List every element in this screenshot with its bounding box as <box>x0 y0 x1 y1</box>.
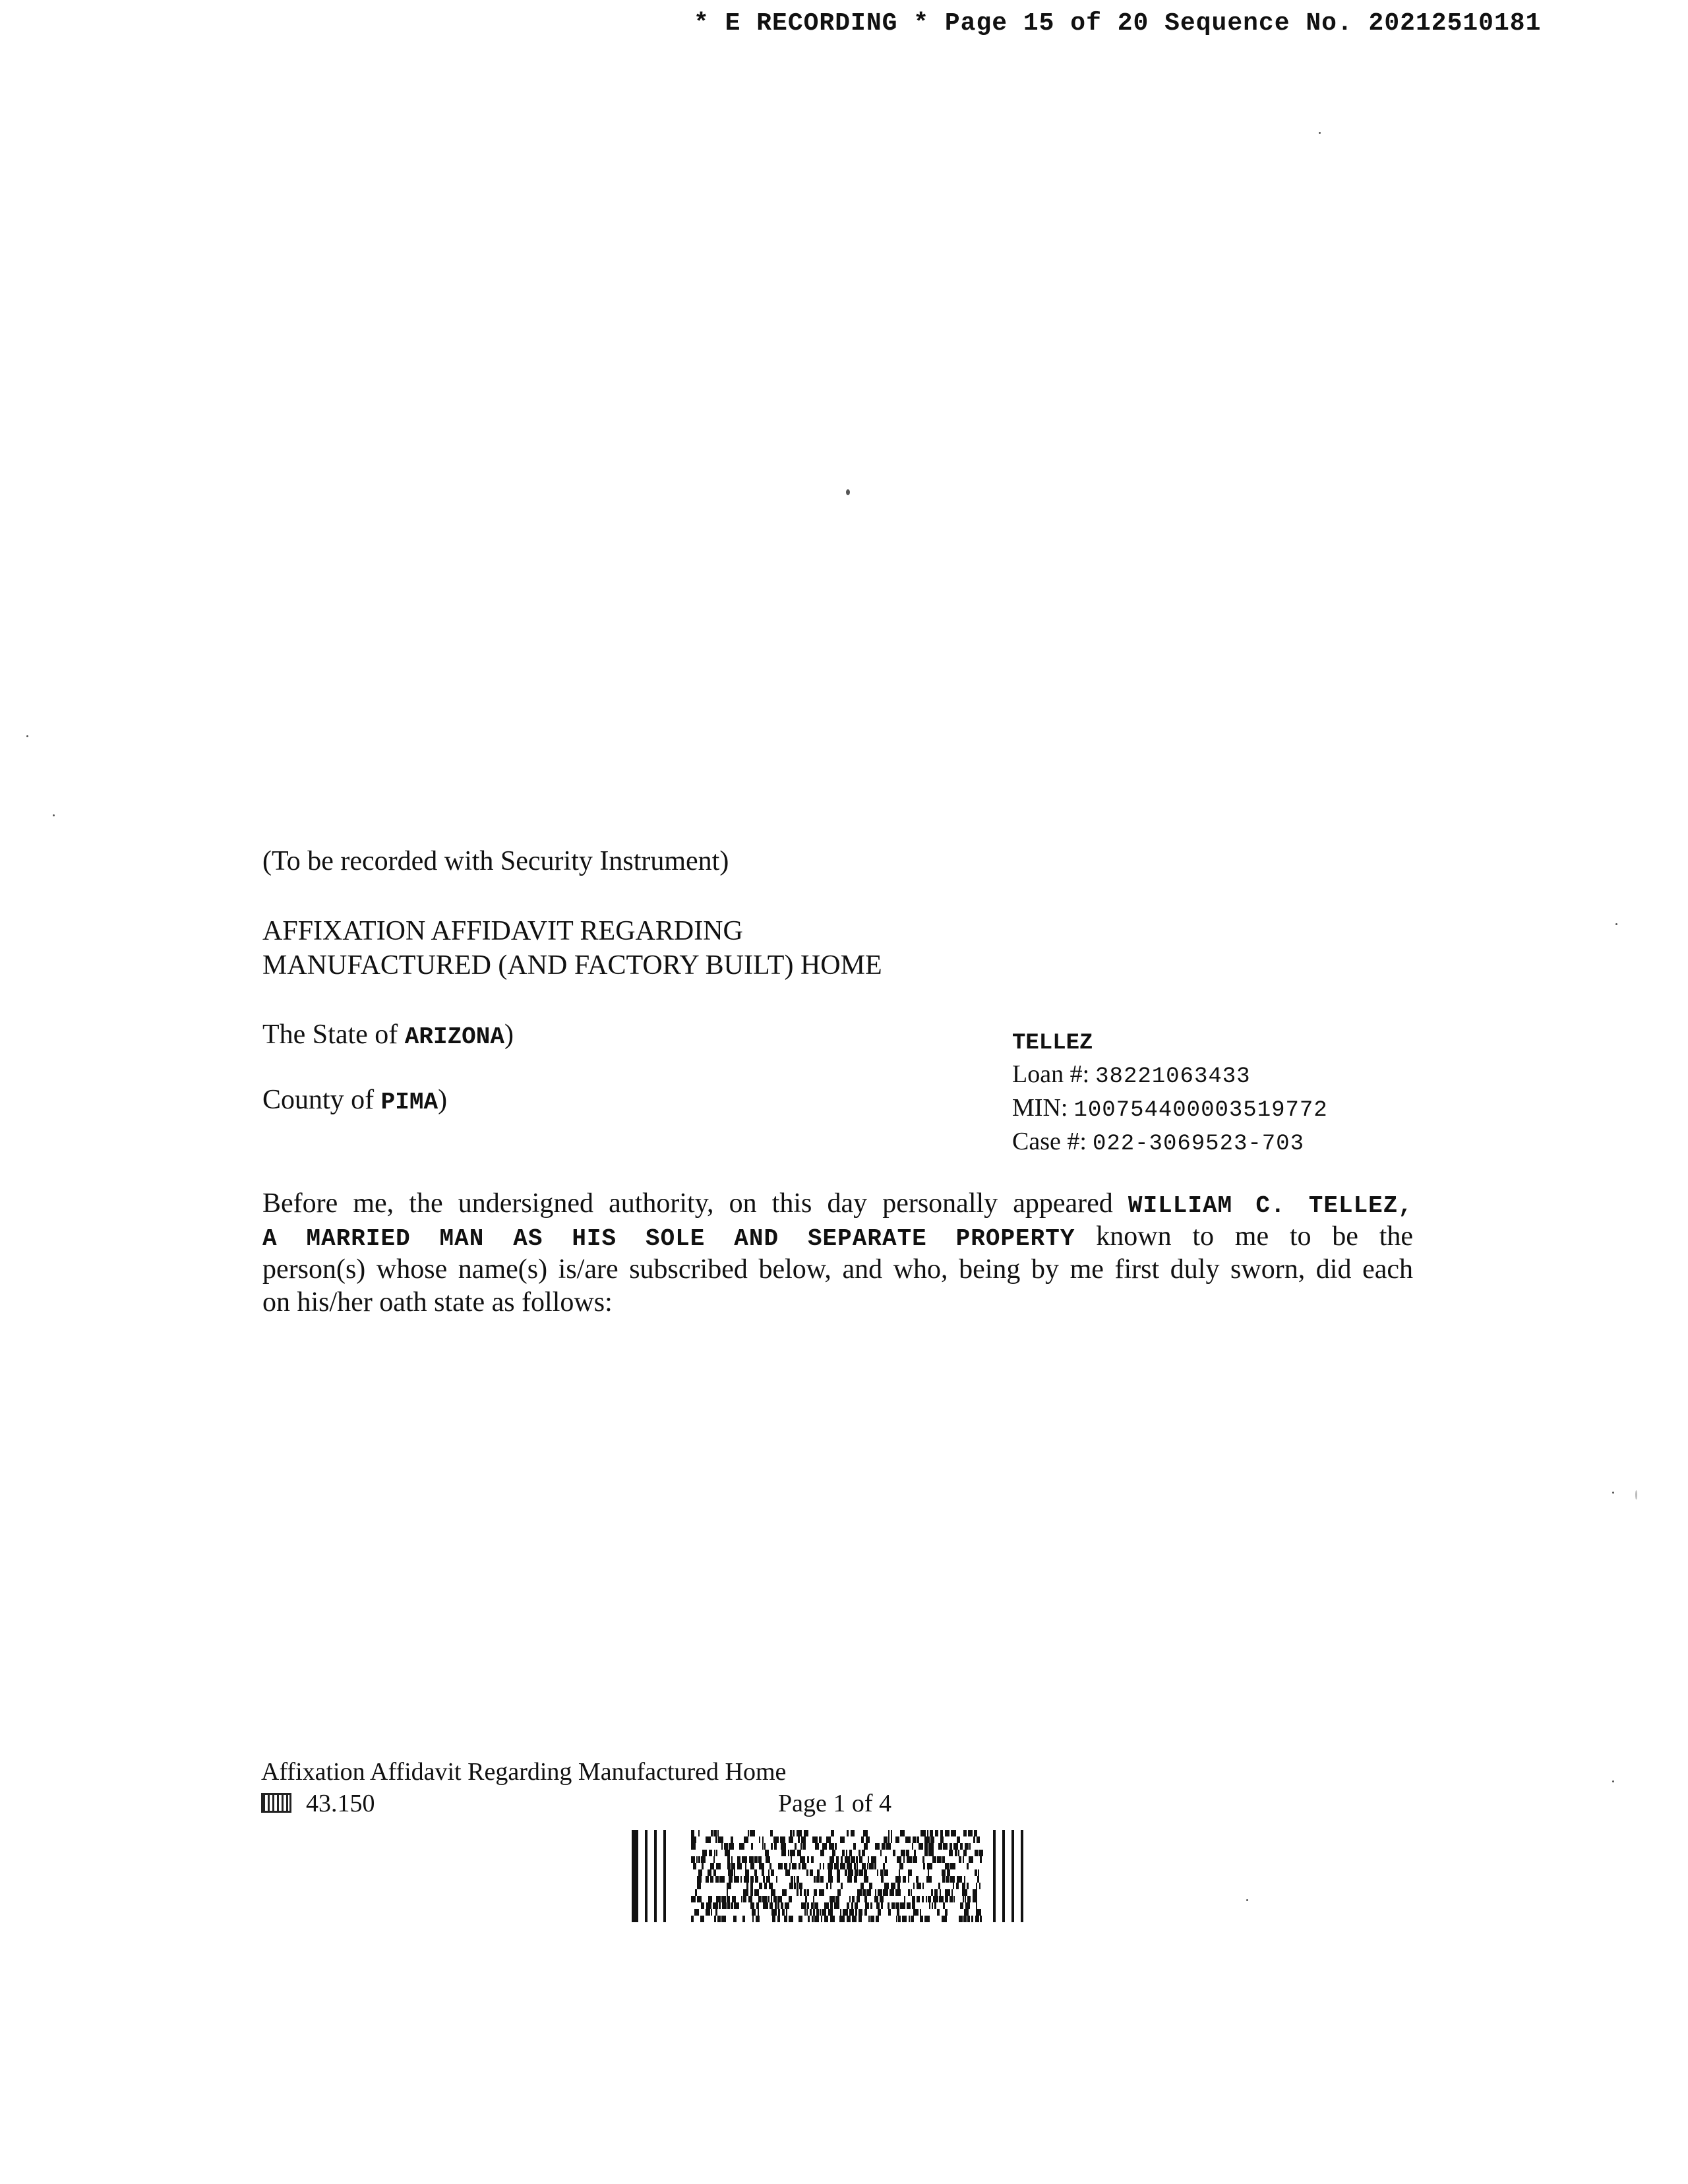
scan-speck <box>1612 1780 1614 1782</box>
footer-title: Affixation Affidavit Regarding Manufactured Home <box>261 1758 787 1786</box>
county-prefix: County of <box>262 1085 375 1115</box>
pdf417-barcode-icon <box>632 1830 1040 1922</box>
document-title-line-2: MANUFACTURED (AND FACTORY BUILT) HOME <box>262 950 882 981</box>
affidavit-line <box>262 1220 1413 1253</box>
footer-form-number-line <box>261 1789 375 1818</box>
scan-speck <box>1615 923 1617 925</box>
scan-speck <box>1246 1899 1248 1901</box>
loan-number: 38221063433 <box>1095 1064 1251 1089</box>
affidavit-line: on his/her oath state as follows: <box>262 1287 613 1318</box>
state-suffix: ) <box>504 1019 514 1050</box>
borrower-name: TELLEZ <box>1012 1031 1093 1056</box>
state-value: ARIZONA <box>404 1023 504 1050</box>
scan-speck <box>53 814 55 816</box>
min-number: 100754400003519772 <box>1073 1098 1328 1123</box>
scan-speck <box>846 489 850 495</box>
affidavit-line: person(s) whose name(s) is/are subscribed below, and who, being by me first duly sworn, did each <box>262 1254 1413 1285</box>
county-suffix: ) <box>438 1085 448 1115</box>
recording-stamp-header: * E RECORDING * Page 15 of 20 Sequence No. 20212510181 <box>694 9 1542 38</box>
scan-speck <box>1635 1490 1637 1500</box>
borrower-info-block <box>1012 1025 1328 1160</box>
affiant-vesting: A MARRIED MAN AS HIS SOLE AND SEPARATE PROPERTY <box>262 1225 1075 1252</box>
state-line <box>262 1019 514 1050</box>
county-line <box>262 1084 447 1116</box>
state-prefix: The State of <box>262 1019 398 1050</box>
affidavit-line-1-text: Before me, the undersigned authority, on this day personally appeared <box>262 1188 1113 1219</box>
affidavit-line-2-text: known to me to be the <box>1096 1221 1413 1252</box>
affidavit-line <box>262 1187 1413 1220</box>
affidavit-paragraph <box>262 1187 1413 1319</box>
document-title-line-1: AFFIXATION AFFIDAVIT REGARDING <box>262 916 743 946</box>
scan-speck <box>26 735 28 737</box>
affiant-name: WILLIAM C. TELLEZ, <box>1128 1192 1413 1219</box>
recording-note: (To be recorded with Security Instrument) <box>262 846 729 876</box>
scan-speck <box>1319 132 1321 134</box>
case-label: Case #: <box>1012 1128 1087 1155</box>
form-number: 43.150 <box>306 1790 375 1817</box>
case-number: 022-3069523-703 <box>1092 1132 1304 1157</box>
county-value: PIMA <box>380 1089 438 1116</box>
page-number: Page 1 of 4 <box>778 1790 892 1817</box>
loan-label: Loan #: <box>1012 1060 1090 1088</box>
min-label: MIN: <box>1012 1094 1068 1122</box>
scan-speck <box>1612 1492 1614 1494</box>
form-logo-icon <box>261 1793 291 1813</box>
